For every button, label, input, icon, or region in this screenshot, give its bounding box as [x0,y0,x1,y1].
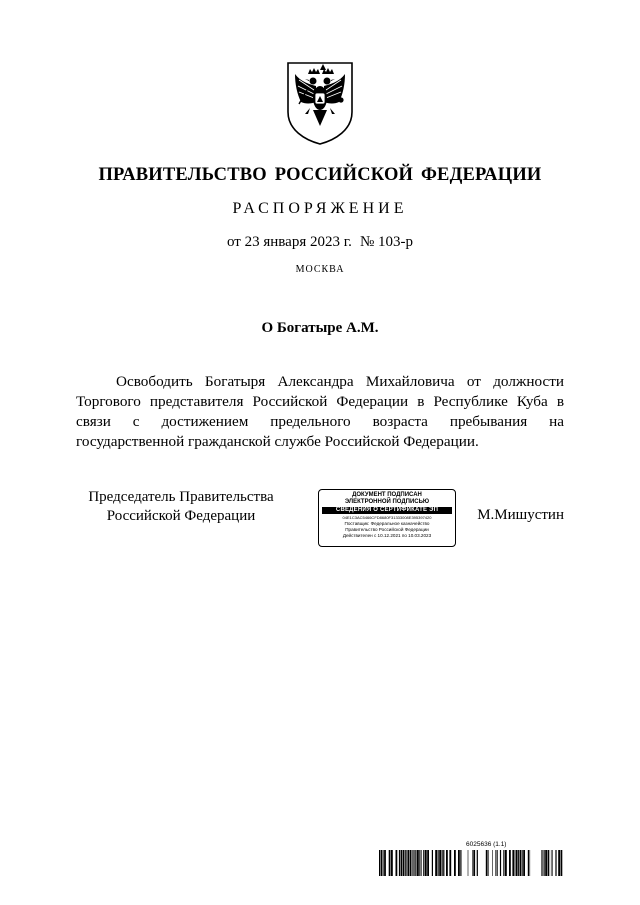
barcode-bar [520,850,521,876]
barcode-bar [522,850,523,876]
barcode-bar [417,850,419,876]
barcode-bar [403,850,404,876]
barcode-bar [558,850,560,876]
barcode-bar [425,850,427,876]
document-body: Освободить Богатыря Александра Михайловича от должности Торгового представителя Российской Федерации в Республике Куба в связи с достижением предельного возраста пребывания на государственной гражданской службе Российской Федерации. [76,373,564,450]
barcode-bar [379,850,380,876]
barcode-bar [473,850,475,876]
barcode-bar [512,850,514,876]
barcode-bar [523,850,525,876]
barcode-icon [379,850,564,876]
barcode-bar [528,850,529,876]
barcode-bar [414,850,415,876]
document-number: № 103-р [359,234,413,250]
barcode-bar [432,850,433,876]
barcode-bar [492,850,493,876]
barcode-bar [500,850,501,876]
stamp-certificate-header: СВЕДЕНИЯ О СЕРТИФИКАТЕ ЭП [322,507,452,514]
barcode-bar [495,850,496,876]
document-date: от 23 января 2023 г. [227,234,352,250]
barcode-bar [406,850,407,876]
barcode-bar [509,850,511,876]
barcode-bar [530,850,531,876]
barcode-bar [384,850,386,876]
barcode-bar [396,850,398,876]
barcode-bar [413,850,414,876]
signer-position [76,488,286,526]
barcode-bar [544,850,545,876]
barcode-bar [421,850,422,876]
document-type: РАСПОРЯЖЕНИЕ [232,200,408,217]
barcode-bar [548,850,550,876]
barcode-bar [545,850,547,876]
stamp-issuer: Поставщик: Федеральное казначейство [344,521,430,526]
barcode-bar [488,850,489,876]
barcode-bar [391,850,393,876]
barcode-bar [552,850,553,876]
stamp-line1: ДОКУМЕНТ ПОДПИСАН [352,492,422,498]
barcode-bar [438,850,439,876]
barcode-bar [399,850,400,876]
barcode-bar [515,850,516,876]
barcode-bar [460,850,461,876]
barcode-bar [401,850,403,876]
government-title: ПРАВИТЕЛЬСТВО РОССИЙСКОЙ ФЕДЕРАЦИИ [98,165,542,185]
barcode-bar [542,850,543,876]
barcode-bar [454,850,456,876]
barcode-bar [555,850,556,876]
barcode-bar [442,850,443,876]
barcode-bar [423,850,424,876]
barcode-bar [381,850,383,876]
barcode-bar [503,850,504,876]
barcode-bar [516,850,518,876]
document-subject: О Богатыре А.М. [261,320,379,336]
barcode-bar [410,850,412,876]
barcode-bar [477,850,478,876]
barcode-bar [415,850,416,876]
barcode-bar [497,850,498,876]
barcode-bar [458,850,460,876]
barcode-bar [486,850,488,876]
barcode-bar [389,850,391,876]
barcode-id: 6025636 (1.1) [466,841,507,848]
barcode-bar [443,850,444,876]
stamp-validity: Действителен с 10.12.2021 по 10.03.2023 [342,533,432,538]
barcode-bar [472,850,473,876]
signer-name: М.Мишустин [477,507,564,523]
barcode-bar [383,850,384,876]
barcode-bar [468,850,469,876]
russian-coat-of-arms-icon [285,60,355,146]
barcode-bar [446,850,448,876]
barcode-bar [407,850,409,876]
barcode-bar [439,850,441,876]
barcode-bar [412,850,413,876]
barcode-bar [551,850,552,876]
signer-position-line1: Председатель Правительства [88,489,274,505]
barcode-bar [427,850,429,876]
barcode-bar [419,850,420,876]
stamp-line2: ЭЛЕКТРОННОЙ ПОДПИСЬЮ [344,499,430,505]
barcode-bar [561,850,563,876]
document-city: МОСКВА [295,264,345,275]
signer-position-line2: Российской Федерации [106,508,256,524]
barcode-bar [435,850,437,876]
e-signature-stamp [318,489,456,547]
stamp-serial: 04E1C3AC5466CFD8680F31333008E395397420 [342,515,432,520]
stamp-owner: Правительство Российской Федерации [345,527,429,532]
barcode-bar [405,850,406,876]
barcode-bar [518,850,519,876]
barcode-bar [449,850,451,876]
barcode-bar [541,850,542,876]
barcode-bar [505,850,507,876]
document-date-line [0,234,640,251]
